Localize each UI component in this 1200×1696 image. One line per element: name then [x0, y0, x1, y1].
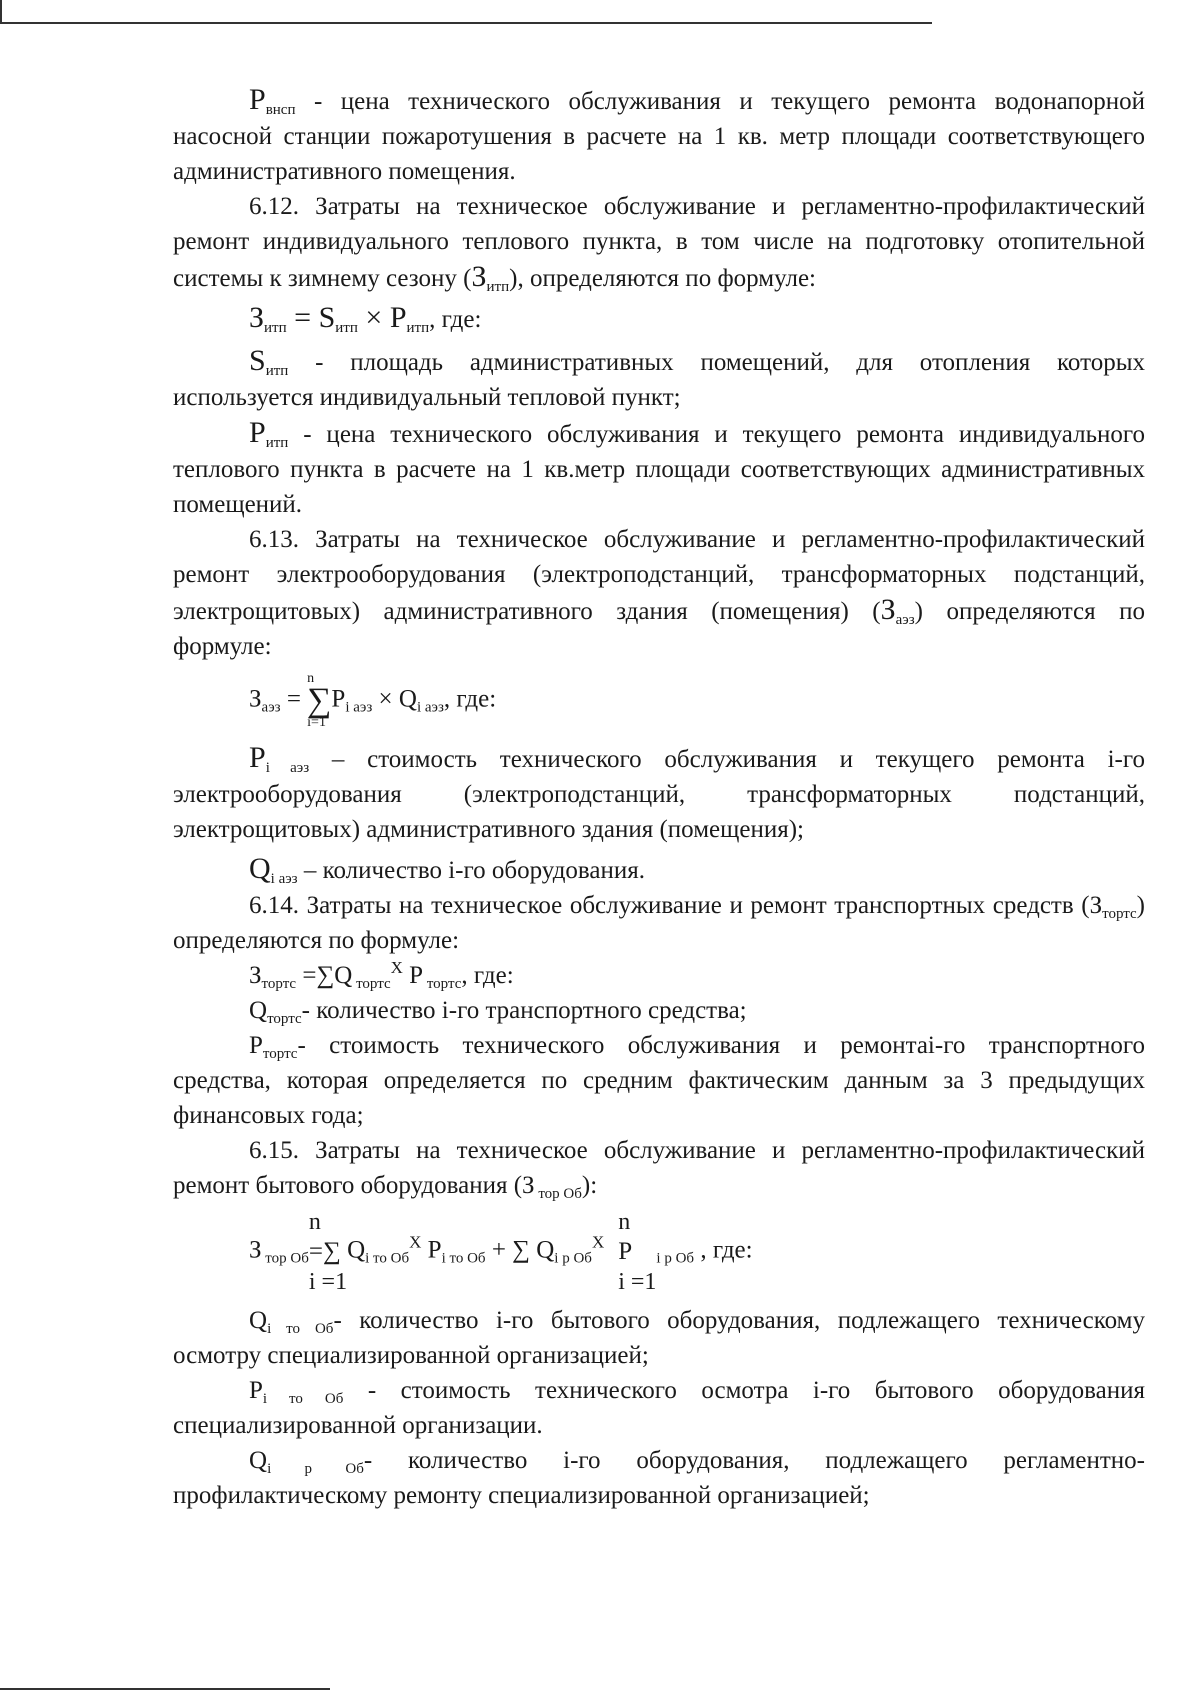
subscript: тортс [261, 976, 297, 992]
formula-tail: , где: [443, 685, 497, 713]
subscript: i аэз [270, 871, 298, 887]
definition-text: - площадь административных помещений, для отопления которых используется индивидуальный тепловой пункт; [173, 349, 1145, 411]
subscript: i то Об [441, 1250, 486, 1267]
subscript: итп [486, 279, 510, 295]
formula-operator: + ∑ [485, 1236, 537, 1264]
section-text: ), определяются по формуле: [509, 265, 816, 292]
sum-upper-limit: n [308, 1209, 321, 1235]
section-text: 6.14. Затраты на техническое обслуживание и ремонт транспортных средств (З [249, 892, 1103, 919]
section-text: ): [581, 1172, 598, 1199]
section-6-15 [173, 1133, 1145, 1203]
formula-tail: , где: [694, 1236, 753, 1264]
definition-p-i-to-ob [173, 1373, 1145, 1443]
formula-symbol: Q [536, 1236, 555, 1264]
sum-lower-limit: i=1 [307, 715, 326, 730]
symbol: P [249, 1032, 263, 1059]
formula-tail: , где: [461, 962, 514, 989]
times-mark: X [390, 958, 403, 977]
summation-2 [618, 1207, 656, 1297]
symbol: S [249, 344, 266, 377]
symbol: Q [249, 1447, 268, 1474]
subscript: i то Об [267, 1321, 334, 1337]
section-text: 6.12. Затраты на техническое обслуживание и регламентно-профилактический ремонт индивидуального теплового пункта, в том числе на подготовку отопительной системы к зимнему сезону ( [173, 193, 1145, 292]
definition-text: – стоимость технического обслуживания и текущего ремонта i-го электрооборудования (электроподстанций, трансформаторных подстанций, электрощитовых) административного здания (помещения); [173, 746, 1145, 843]
subscript: тортс [1102, 906, 1137, 922]
subscript: тортс [262, 1046, 298, 1062]
sum-upper-limit: n [618, 1209, 631, 1235]
definition-q-i-aez [173, 851, 1145, 888]
subscript: тортс [352, 976, 391, 992]
definition-q-i-r-ob [173, 1443, 1145, 1513]
page-border-top [0, 0, 932, 24]
page-border-bottom [0, 1688, 330, 1690]
times-mark: X [591, 1232, 605, 1252]
subscript: тор Об [534, 1186, 582, 1202]
symbol: P [249, 1377, 263, 1404]
formula-symbol: З [249, 962, 262, 989]
formula-symbol: P [402, 962, 424, 989]
definition-text: - количество i-го транспортного средства; [301, 997, 747, 1024]
subscript: i то Об [262, 1391, 344, 1407]
formula-symbol: P [421, 1236, 442, 1264]
symbol: Q [249, 1307, 268, 1334]
summation [307, 672, 331, 730]
formula-symbol: S [318, 301, 336, 334]
subscript: i то Об [365, 1250, 410, 1267]
formula-symbol: P [331, 685, 346, 713]
subscript: аэз [261, 699, 281, 716]
definition-p-i-aez [173, 740, 1145, 847]
formula-symbol: Q [398, 685, 417, 713]
formula-symbol: З [249, 1236, 262, 1264]
subscript: внсп [265, 102, 296, 118]
subscript: аэз [895, 612, 915, 628]
definition-q-i-to-ob [173, 1303, 1145, 1373]
definition-text: - цена технического обслуживания и текущего ремонта индивидуального теплового пункта в расчете на 1 кв.метр площади соответствующих административных помещений. [173, 421, 1145, 518]
subscript: i аэз [345, 699, 373, 716]
sigma-icon: ∑ [307, 682, 332, 719]
subscript: итп [406, 320, 430, 336]
subscript: итп [335, 320, 358, 336]
definition-text: - цена технического обслуживания и текущего ремонта водонапорной насосной станции пожаротушения в расчете на 1 кв. метр площади соответствующего административного помещения. [173, 88, 1145, 185]
formula-z-tor-ob [173, 1207, 1145, 1297]
section-text: 6.13. Затраты на техническое обслуживание и регламентно-профилактический ремонт электрооборудования (электроподстанций, трансформаторных подстанций, электрощитовых) административного здания (помещения) ( [173, 526, 1145, 625]
symbol: Q [249, 997, 268, 1024]
formula-z-itp [173, 300, 1145, 337]
section-6-12 [173, 189, 1145, 296]
document-body [173, 82, 1145, 1513]
sum-lower-limit: i =1 [308, 1269, 348, 1295]
subscript: итп [264, 320, 287, 336]
subscript: i аэз [265, 760, 310, 776]
formula-symbol: P [618, 1238, 633, 1265]
formula-operator: = [286, 301, 319, 334]
symbol: З [471, 260, 487, 293]
formula-symbol: З [249, 301, 265, 334]
subscript: итп [265, 363, 289, 379]
summation-1 [309, 1207, 347, 1297]
definition-text: – количество i-го оборудования. [297, 857, 645, 884]
subscript: i р Об [554, 1250, 592, 1267]
formula-symbol: P [389, 301, 407, 334]
symbol: P [249, 83, 266, 116]
symbol: З [880, 593, 896, 626]
formula-operator: × [357, 301, 390, 334]
section-text: ) определяются по формуле: [173, 892, 1145, 954]
formula-z-tortc [173, 958, 1145, 993]
section-6-14 [173, 888, 1145, 958]
definition-text: - стоимость технического обслуживания и ремонтаi-го транспортного средства, которая определяется по средним фактическим данным за 3 предыдущих финансовых года; [173, 1032, 1145, 1129]
formula-symbol: Q [347, 1236, 366, 1264]
section-6-13 [173, 522, 1145, 664]
definition-p-itp [173, 415, 1145, 522]
subscript: i аэз [416, 699, 444, 716]
formula-operator: =∑Q [296, 962, 353, 989]
definition-p-tortc [173, 1028, 1145, 1133]
times-mark: X [409, 1232, 422, 1252]
formula-operator: = [280, 685, 308, 713]
formula-tail: , где: [429, 306, 482, 333]
section-text: 6.15. Затраты на техническое обслуживание и регламентно-профилактический ремонт бытового оборудования (З [173, 1137, 1145, 1199]
definition-q-tortc [173, 993, 1145, 1028]
definition-p-vnsp [173, 82, 1145, 189]
formula-operator: =∑ [308, 1238, 341, 1265]
section-text: ) определяются по формуле: [173, 598, 1145, 660]
subscript: итп [265, 435, 289, 451]
sum-upper-limit: n [307, 671, 315, 686]
subscript: i р Об [656, 1250, 695, 1267]
formula-operator: × [372, 685, 399, 713]
definition-text: - стоимость технического осмотра i-го бытового оборудования специализированной организации. [173, 1377, 1145, 1439]
subscript: i р Об [267, 1461, 364, 1477]
formula-symbol: З [249, 685, 262, 713]
symbol: P [249, 416, 266, 449]
subscript: тортс [267, 1011, 302, 1027]
subscript: тор Об [261, 1250, 309, 1267]
symbol: Q [249, 852, 271, 885]
definition-text: - количество i-го бытового оборудования, подлежащего техническому осмотру специализированной организацией; [173, 1307, 1145, 1369]
definition-text: - количество i-го оборудования, подлежащего регламентно-профилактическому ремонту специализированной организацией; [173, 1447, 1145, 1509]
formula-z-aez [173, 672, 1145, 730]
sum-lower-limit: i =1 [618, 1269, 657, 1295]
subscript: тортс [423, 976, 462, 992]
definition-s-itp [173, 343, 1145, 415]
symbol: P [249, 741, 266, 774]
